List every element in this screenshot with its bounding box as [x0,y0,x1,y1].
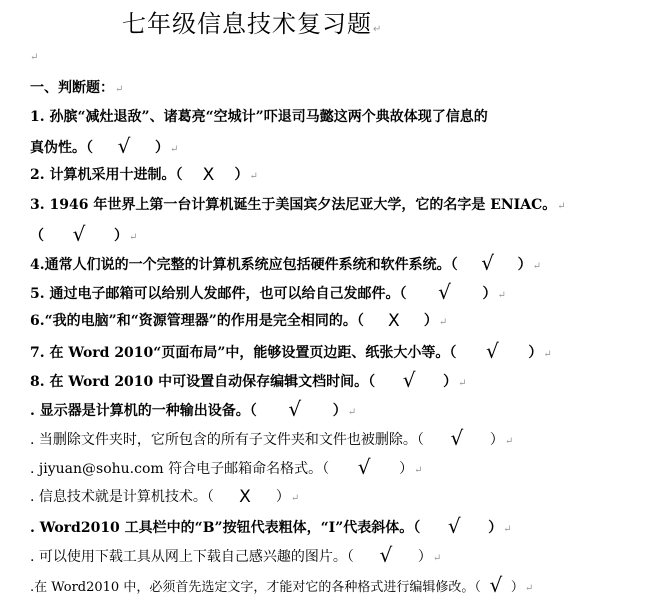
question-1: 1. 孙膑“减灶退敌”、诸葛亮“空城计”吓退司马懿这两个典故体现了信息的 [30,109,488,125]
paragraph-mark: ↵ [129,232,138,243]
answer-mark: X [388,311,400,331]
answer-mark: √ [438,280,451,304]
question-10: . 当删除文件夹时，它所包含的所有子文件夹和文件也被删除。（ √ ）↵ [30,426,514,450]
question-3-answer: （ √ ）↵ [30,222,138,246]
question-7: 7. 在 Word 2010“页面布局”中，能够设置页边距、纸张大小等。（ √ ）↵ [30,339,552,363]
answer-mark: √ [489,573,503,597]
paragraph-mark: ↵ [249,171,258,182]
answer-mark: √ [450,426,464,450]
paragraph-mark: ↵ [438,317,448,328]
question-3: 3. 1946 年世界上第一台计算机诞生于美国宾夕法尼亚大学，它的名字是 ENIAC。↵ [30,197,566,213]
question-12: . 信息技术就是计算机技术。（ X ）↵ [30,487,300,507]
question-5: 5. 通过电子邮箱可以给别人发邮件，也可以给自己发邮件。（ √ ）↵ [30,280,506,304]
paragraph-mark: ↵ [458,378,467,389]
paragraph-mark: ↵ [557,201,566,212]
paragraph-mark: ↵ [432,553,442,564]
paragraph-mark: ↵ [497,290,506,301]
answer-mark: √ [481,251,494,275]
answer-mark: √ [379,543,393,567]
paragraph-mark: ↵ [414,465,423,476]
document-title: 七年级信息技术复习题↵ [122,10,382,38]
question-11: . jiyuan@sohu.com 符合电子邮箱命名格式。（ √ ）↵ [30,455,423,479]
empty-paragraph-mark: ↵ [30,52,39,63]
question-4: 4.通常人们说的一个完整的计算机系统应包括硬件系统和软件系统。（ √ ）↵ [30,251,542,275]
answer-mark: √ [72,222,86,246]
answer-mark: X [202,165,215,185]
answer-mark: X [239,487,251,507]
paragraph-mark: ↵ [373,24,382,35]
paragraph-mark: ↵ [503,524,512,535]
paragraph-mark: ↵ [170,144,179,155]
question-15: .在 Word2010 中，必须首先选定文字，才能对它的各种格式进行编辑修改。（ √ ）↵ [30,573,534,597]
question-1-answer: 真伪性。（ √ ）↵ [30,134,179,158]
paragraph-mark: ↵ [115,84,124,95]
answer-mark: √ [402,368,416,392]
section-heading: 一、判断题：↵ [30,80,124,96]
paragraph-mark: ↵ [524,583,534,594]
paragraph-mark: ↵ [290,493,300,504]
answer-mark: √ [486,339,499,363]
answer-mark: √ [117,134,131,158]
question-6: 6.“我的电脑”和“资源管理器”的作用是完全相同的。（ X ）↵ [30,311,448,331]
question-8: 8. 在 Word 2010 中可设置自动保存编辑文档时间。（ √ ）↵ [30,368,467,392]
paragraph-mark: ↵ [543,349,552,360]
question-2: 2. 计算机采用十进制。（ X ）↵ [30,165,258,185]
answer-mark: √ [447,514,461,538]
paragraph-mark: ↵ [504,436,514,447]
paragraph-mark: ↵ [532,261,542,272]
answer-mark: √ [288,397,302,421]
question-13: . Word2010 工具栏中的“B”按钮代表粗体，“I”代表斜体。（ √ ）↵ [30,514,512,538]
question-9: . 显示器是计算机的一种输出设备。（ √ ）↵ [30,397,357,421]
question-14: . 可以使用下载工具从网上下载自己感兴趣的图片。（ √ ）↵ [30,543,442,567]
paragraph-mark: ↵ [347,407,357,418]
answer-mark: √ [357,455,371,479]
